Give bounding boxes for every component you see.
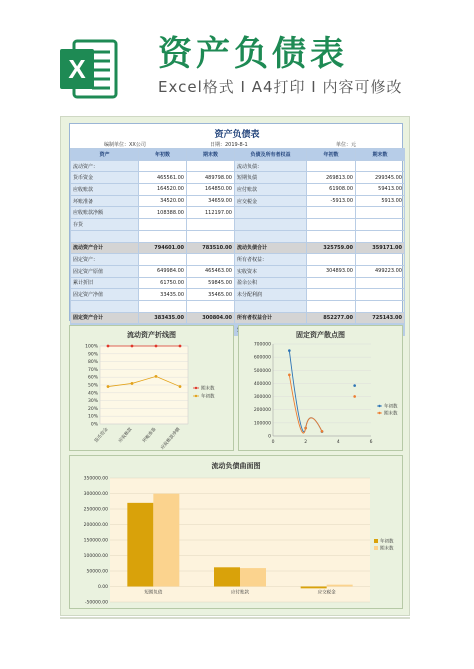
y-tick-label: 200000: [253, 408, 271, 414]
series-curve: [289, 351, 322, 432]
column-header: 资产: [71, 149, 139, 161]
value-cell: 299345.00: [356, 172, 405, 184]
value-cell: [356, 219, 405, 231]
row-label-cell: 实收资本: [235, 265, 307, 277]
value-cell: [307, 277, 356, 289]
value-cell: 269813.00: [307, 172, 356, 184]
value-cell: 783510.00: [187, 242, 235, 254]
data-point: [321, 430, 324, 433]
y-tick-label: 50000.00: [86, 569, 108, 575]
y-tick-label: 60%: [87, 375, 98, 381]
bar: [301, 587, 327, 589]
row-label-cell: 固定资产合计: [71, 312, 139, 324]
value-cell: -5913.00: [307, 195, 356, 207]
x-tick-label: 坏账准备: [142, 427, 158, 445]
row-label-cell: 固定资产：: [71, 254, 139, 266]
data-point: [107, 345, 110, 348]
value-cell: [187, 254, 235, 266]
row-label-cell: 累计折旧: [71, 277, 139, 289]
table-row: [71, 312, 405, 324]
value-cell: 35465.00: [187, 289, 235, 301]
x-tick-label: 应付账款: [231, 590, 249, 596]
balance-sheet-title: 资产负债表: [214, 130, 260, 140]
value-cell: 34659.00: [187, 195, 235, 207]
y-tick-label: 400000: [253, 381, 271, 387]
value-cell: 300804.00: [187, 312, 235, 324]
y-tick-label: 300000.00: [83, 492, 108, 497]
data-point: [353, 384, 356, 387]
value-cell: [139, 254, 187, 266]
table-row: [71, 277, 405, 289]
row-label-cell: 坏账准备: [71, 195, 139, 207]
value-cell: 725143.00: [356, 312, 405, 324]
value-cell: 304893.00: [307, 265, 356, 277]
value-cell: [356, 160, 405, 172]
value-cell: [356, 207, 405, 219]
table-row: [71, 289, 405, 301]
legend-label: 期末数: [380, 546, 394, 552]
template-header: [0, 0, 474, 110]
x-tick-label: 6: [369, 440, 373, 445]
data-point: [155, 375, 158, 378]
row-label-cell: 货币资金: [71, 172, 139, 184]
table-row: [71, 184, 405, 196]
legend-swatch: [374, 546, 378, 550]
scatter-chart-panel: [238, 325, 403, 451]
row-label-cell: 应付账款: [235, 184, 307, 196]
table-row: [71, 160, 405, 172]
bar: [240, 568, 266, 586]
y-tick-label: -50000.00: [84, 600, 108, 606]
data-point: [155, 345, 158, 348]
row-label-cell: [235, 219, 307, 231]
line-chart: [70, 326, 235, 452]
value-cell: [356, 254, 405, 266]
y-tick-label: 70%: [87, 367, 98, 373]
y-tick-label: 0%: [90, 422, 98, 428]
y-tick-label: 30%: [87, 399, 98, 405]
y-tick-label: 350000.00: [83, 476, 108, 482]
y-tick-label: 100000: [253, 421, 271, 427]
bar: [327, 585, 353, 587]
value-cell: 34520.00: [139, 195, 187, 207]
value-cell: 164520.00: [139, 184, 187, 196]
data-point: [179, 385, 182, 388]
value-cell: [139, 300, 187, 312]
page-subtitle: Excel格式 I A4打印 I 内容可修改: [158, 78, 403, 96]
data-point: [131, 345, 134, 348]
value-cell: [307, 300, 356, 312]
legend-marker: [378, 412, 380, 414]
y-tick-label: 90%: [87, 352, 98, 358]
row-label-cell: 所有者权益合计: [235, 312, 307, 324]
y-tick-label: 40%: [87, 391, 98, 397]
date-label: 日期：2019-8-1: [210, 142, 248, 148]
table-row: [71, 300, 405, 312]
x-tick-label: 应收账款: [118, 427, 134, 445]
table-row: [71, 219, 405, 231]
row-label-cell: 流动资产合计: [71, 242, 139, 254]
value-cell: 465561.00: [139, 172, 187, 184]
y-tick-label: 10%: [87, 414, 98, 420]
excel-logo-icon: [58, 38, 120, 100]
table-row: [71, 195, 405, 207]
row-label-cell: [235, 300, 307, 312]
logo-letter: X: [68, 54, 86, 84]
x-tick-label: 货币资金: [94, 427, 110, 445]
data-point: [107, 385, 110, 388]
y-tick-label: 0.00: [97, 585, 108, 590]
value-cell: 61750.00: [139, 277, 187, 289]
value-cell: 489798.00: [187, 172, 235, 184]
row-label-cell: 应收账款: [71, 184, 139, 196]
row-label-cell: 流动负债：: [235, 160, 307, 172]
value-cell: [187, 219, 235, 231]
table-row: [71, 254, 405, 266]
x-tick-label: 应收账款净额: [160, 427, 182, 451]
row-label-cell: 流动负债合计: [235, 242, 307, 254]
balance-table: [70, 148, 405, 336]
column-header: 负债及所有者权益: [235, 149, 307, 161]
legend-marker: [195, 395, 197, 397]
value-cell: [307, 219, 356, 231]
value-cell: 325759.00: [307, 242, 356, 254]
row-label-cell: 应交税金: [235, 195, 307, 207]
value-cell: [187, 160, 235, 172]
sheet-shadow: [60, 617, 410, 619]
value-cell: [356, 289, 405, 301]
column-header: 年初数: [307, 149, 356, 161]
value-cell: 794601.00: [139, 242, 187, 254]
company-label: 编制单位：XX公司: [104, 142, 146, 148]
value-cell: [356, 300, 405, 312]
value-cell: 383435.00: [139, 312, 187, 324]
x-tick-label: 2: [304, 440, 308, 445]
legend-label: 年初数: [384, 404, 398, 410]
table-row: [71, 172, 405, 184]
column-header: 期末数: [356, 149, 405, 161]
value-cell: [139, 219, 187, 231]
x-tick-label: 0: [271, 440, 275, 445]
legend-label: 期末数: [384, 411, 398, 417]
row-label-cell: 流动资产：: [71, 160, 139, 172]
row-label-cell: [71, 230, 139, 242]
value-cell: 59413.00: [356, 184, 405, 196]
balance-sheet: [69, 123, 403, 321]
row-label-cell: 未分配利润: [235, 289, 307, 301]
y-tick-label: 150000.00: [83, 538, 108, 544]
scatter-chart: [239, 326, 404, 452]
row-label-cell: 盈余公积: [235, 277, 307, 289]
table-row: [71, 207, 405, 219]
bar-chart: [70, 456, 404, 610]
value-cell: 499223.00: [356, 265, 405, 277]
column-header: 年初数: [139, 149, 187, 161]
value-cell: 465463.00: [187, 265, 235, 277]
row-label-cell: 应收账款净额: [71, 207, 139, 219]
bar-chart-panel: [69, 455, 403, 609]
value-cell: [307, 160, 356, 172]
row-label-cell: [71, 300, 139, 312]
data-point: [288, 374, 291, 377]
value-cell: 5913.00: [356, 195, 405, 207]
legend-label: 年初数: [380, 539, 394, 545]
chart-title: 流动资产折线图: [127, 331, 176, 339]
legend-swatch: [374, 539, 378, 543]
column-header: 期末数: [187, 149, 235, 161]
x-tick-label: 4: [336, 440, 340, 445]
y-tick-label: 100000.00: [83, 554, 108, 559]
value-cell: [356, 277, 405, 289]
row-label-cell: 固定资产原值: [71, 265, 139, 277]
data-point: [304, 427, 307, 430]
legend-label: 年初数: [201, 394, 215, 400]
bar: [127, 503, 153, 587]
table-row: [71, 230, 405, 242]
value-cell: [307, 230, 356, 242]
value-cell: 112197.00: [187, 207, 235, 219]
value-cell: [139, 160, 187, 172]
value-cell: 852277.00: [307, 312, 356, 324]
chart-title: 固定资产散点图: [296, 331, 345, 339]
y-tick-label: 200000.00: [83, 523, 108, 528]
legend-label: 期末数: [201, 386, 215, 392]
row-label-cell: [235, 207, 307, 219]
x-tick-label: 短期负债: [144, 590, 163, 596]
value-cell: [307, 207, 356, 219]
row-label-cell: 存货: [71, 219, 139, 231]
data-point: [179, 345, 182, 348]
value-cell: 359171.00: [356, 242, 405, 254]
y-tick-label: 500000: [253, 368, 271, 374]
y-tick-label: 0: [268, 434, 271, 440]
y-tick-label: 100%: [85, 344, 98, 350]
bar: [214, 567, 240, 586]
page-title: 资产负债表: [158, 34, 348, 74]
y-tick-label: 700000: [253, 342, 271, 348]
value-cell: [307, 289, 356, 301]
data-point: [131, 382, 134, 385]
value-cell: 61908.00: [307, 184, 356, 196]
value-cell: [139, 230, 187, 242]
chart-title: 流动负债曲面图: [211, 462, 261, 470]
value-cell: [307, 254, 356, 266]
table-header-row: [71, 149, 405, 161]
legend-marker: [195, 387, 197, 389]
data-point: [353, 395, 356, 398]
value-cell: 108388.00: [139, 207, 187, 219]
value-cell: 164850.00: [187, 184, 235, 196]
value-cell: 33435.00: [139, 289, 187, 301]
row-label-cell: 固定资产净值: [71, 289, 139, 301]
y-tick-label: 250000.00: [83, 507, 108, 513]
line-chart-panel: [69, 325, 234, 451]
y-tick-label: 80%: [87, 360, 98, 366]
data-point: [288, 349, 291, 352]
value-cell: 649984.00: [139, 265, 187, 277]
y-tick-label: 300000: [253, 395, 271, 401]
legend-marker: [378, 405, 380, 407]
bar: [153, 494, 179, 587]
table-row: [71, 265, 405, 277]
row-label-cell: 短期负债: [235, 172, 307, 184]
row-label-cell: [235, 230, 307, 242]
spreadsheet-preview: [60, 116, 410, 616]
row-label-cell: 所有者权益：: [235, 254, 307, 266]
value-cell: [187, 230, 235, 242]
table-row: [71, 242, 405, 254]
y-tick-label: 50%: [87, 383, 98, 389]
value-cell: [356, 230, 405, 242]
y-tick-label: 600000: [253, 355, 271, 361]
value-cell: 59845.00: [187, 277, 235, 289]
x-tick-label: 应交税金: [317, 590, 336, 596]
value-cell: [187, 300, 235, 312]
currency-label: 单位：元: [336, 142, 357, 148]
y-tick-label: 20%: [87, 406, 98, 412]
